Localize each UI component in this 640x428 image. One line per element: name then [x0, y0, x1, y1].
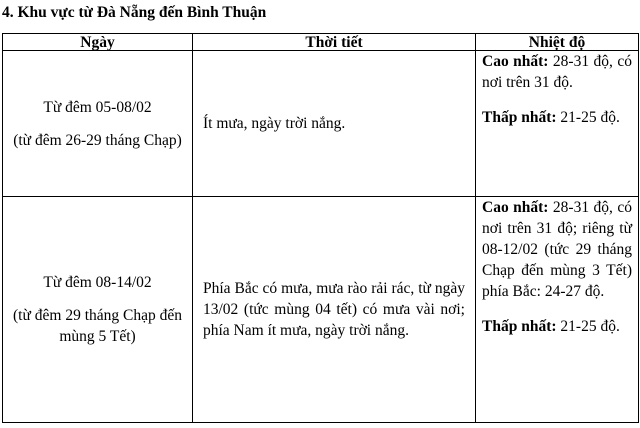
lunar-date-range: (từ đêm 26-29 tháng Chạp)	[13, 131, 182, 149]
lunar-date-range: (từ đêm 29 tháng Chạp đến mùng 5 Tết)	[13, 307, 182, 345]
low-temperature	[482, 107, 632, 128]
temperature-cell	[476, 51, 639, 197]
date-range: Từ đêm 05-08/02	[43, 98, 152, 116]
high-temperature	[482, 51, 632, 93]
weather-cell: Ít mưa, ngày trời nắng.	[193, 51, 476, 197]
low-label: Thấp nhất:	[482, 109, 557, 126]
high-label: Cao nhất:	[482, 53, 549, 70]
date-cell	[3, 51, 193, 197]
table-row	[3, 197, 639, 423]
section-heading: 4. Khu vực từ Đà Nẵng đến Bình Thuận	[2, 4, 267, 21]
date-cell	[3, 197, 193, 423]
low-value: 21-25 độ.	[560, 109, 620, 126]
high-value: 28-31 độ, có nơi trên 31 độ.	[482, 53, 632, 91]
weather-cell: Phía Bắc có mưa, mưa rào rải rác, từ ngày 13/02 (tức mùng 04 tết) có mưa vài nơi; phía Nam ít mưa, ngày trời nắng.	[193, 197, 476, 423]
temperature-cell	[476, 197, 639, 423]
table-row	[3, 51, 639, 197]
high-label: Cao nhất:	[482, 199, 549, 216]
column-header-date: Ngày	[3, 34, 193, 51]
low-value: 21-25 độ.	[560, 318, 620, 335]
column-header-temperature: Nhiệt độ	[476, 34, 639, 51]
high-temperature	[482, 197, 632, 302]
high-value: 28-31 độ, có nơi trên 31 độ; riêng từ 08-12/02 (tức 29 tháng Chạp đến mùng 3 Tết) phía Bắc: 24-27 độ.	[482, 199, 632, 300]
date-range: Từ đêm 08-14/02	[43, 274, 152, 291]
weather-forecast-table	[2, 33, 639, 423]
table-header-row	[3, 34, 639, 51]
column-header-weather: Thời tiết	[193, 34, 476, 51]
low-label: Thấp nhất:	[482, 318, 557, 335]
low-temperature	[482, 316, 632, 337]
